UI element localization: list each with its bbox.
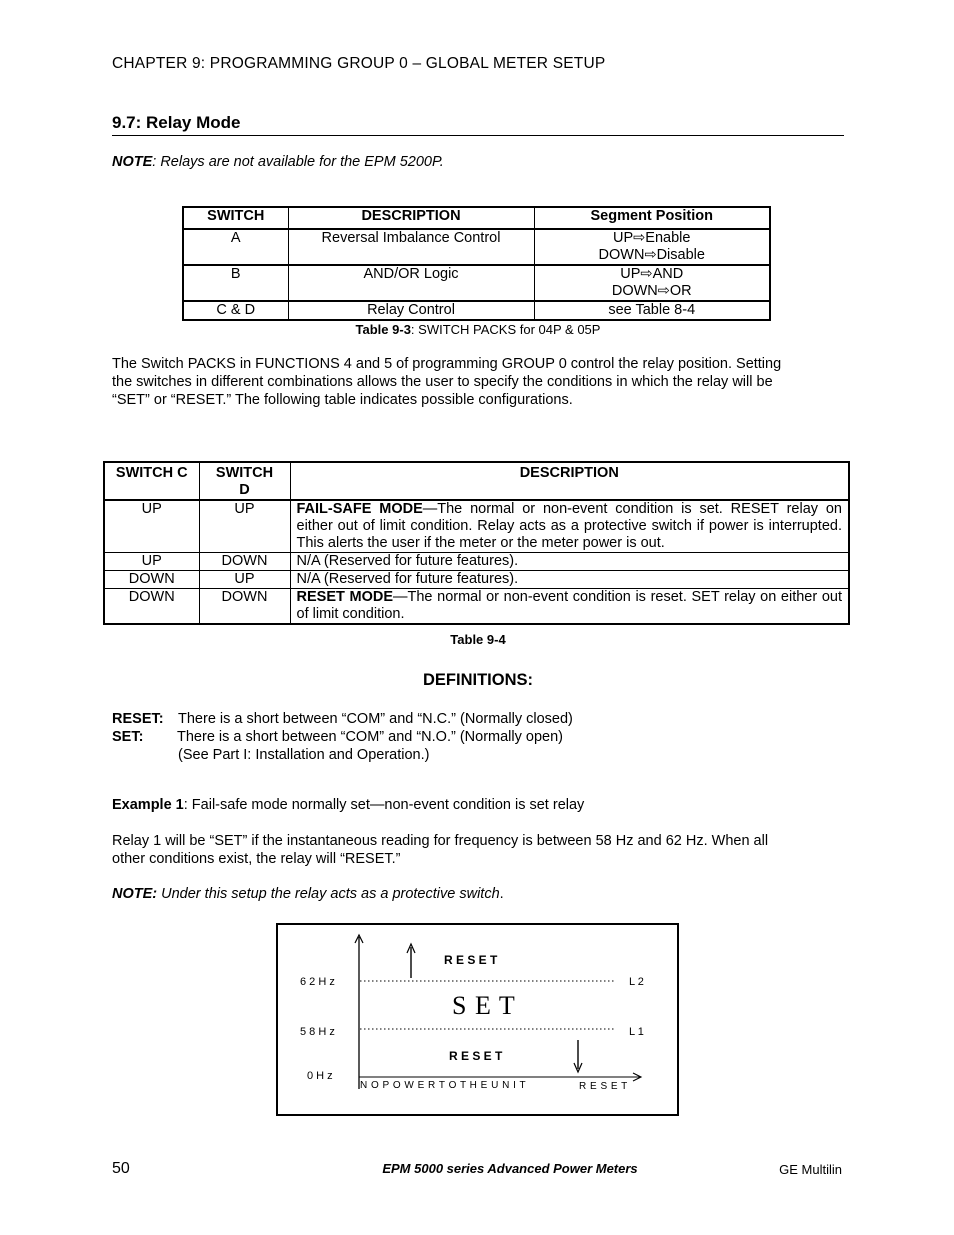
cell-description: Relay Control: [288, 301, 534, 320]
limit-label-l2: L 2: [629, 976, 644, 988]
mode-text: —The normal or non-event condition is set. RESET relay on either out of limit condition. Relay acts as a protective switch if power is interrupted. This alerts the user if the meter or the meter power is out.: [296, 501, 842, 551]
example-label: Example 1: [112, 797, 184, 813]
note-protective: [112, 885, 504, 903]
col-header: Segment Position: [534, 207, 770, 229]
cell-switch-c: DOWN: [104, 571, 199, 589]
reset-middle-label: R E S E T: [449, 1049, 503, 1063]
mode-label: RESET MODE: [296, 589, 393, 605]
position-line: UP⇨AND: [620, 266, 684, 282]
table-header-row: [183, 207, 770, 229]
no-power-label: N O P O W E R T O T H E U N I T: [360, 1080, 527, 1091]
cell-position: [534, 265, 770, 301]
y-label-0hz: 0 H z: [307, 1070, 333, 1082]
table-row: [104, 589, 849, 625]
y-label-58hz: 5 8 H z: [300, 1026, 335, 1038]
reset-bottom-label: R E S E T: [579, 1081, 628, 1092]
position-line: UP⇨Enable: [613, 230, 691, 246]
position-line: DOWN⇨OR: [611, 283, 692, 299]
col-header: SWITCH D: [199, 462, 290, 500]
switch-packs-table: [182, 206, 771, 321]
cell-description: N/A (Reserved for future features).: [290, 571, 849, 589]
mode-text: —The normal or non-event condition is reset. SET relay on either out of limit condition.: [296, 589, 842, 622]
col-header: SWITCH: [183, 207, 288, 229]
table-row: [183, 301, 770, 320]
cell-switch-d: UP: [199, 571, 290, 589]
reset-top-label: R E S E T: [444, 953, 498, 967]
paragraph-line: the switches in different combinations allows the user to specify the conditions in which the relay will be: [112, 374, 773, 390]
set-definition: [112, 728, 143, 746]
example-heading: [112, 796, 584, 814]
cell-switch-c: DOWN: [104, 589, 199, 625]
table-row: [183, 265, 770, 301]
cell-description: [290, 589, 849, 625]
footer-company: GE Multilin: [779, 1162, 842, 1177]
paragraph-line: other conditions exist, the relay will “RESET.”: [112, 851, 401, 867]
footer-title: EPM 5000 series Advanced Power Meters: [382, 1161, 638, 1176]
caption-label: Table 9-3: [355, 322, 411, 337]
cell-switch: C & D: [183, 301, 288, 320]
relay-config-table: [103, 461, 850, 625]
table-header-row: [104, 462, 849, 500]
cell-switch-d: DOWN: [199, 553, 290, 571]
chapter-header: CHAPTER 9: PROGRAMMING GROUP 0 – GLOBAL METER SETUP: [112, 55, 606, 72]
note-end: .: [499, 886, 504, 902]
cell-description: N/A (Reserved for future features).: [290, 553, 849, 571]
note-text: Under this setup the relay acts as a protective switch: [157, 886, 500, 902]
section-rule: [112, 135, 844, 136]
mode-label: FAIL-SAFE MODE: [296, 501, 423, 517]
set-definition-ref: (See Part I: Installation and Operation.): [178, 747, 430, 763]
relay-setpoint-figure: [276, 923, 679, 1116]
note-text: : Relays are not available for the EPM 5200P.: [152, 154, 444, 170]
switch-packs-paragraph: [112, 355, 844, 409]
cell-switch-c: UP: [104, 500, 199, 553]
limit-label-l1: L 1: [629, 1026, 644, 1038]
col-header: DESCRIPTION: [288, 207, 534, 229]
set-definition-text: There is a short between “COM” and “N.O.” (Normally open): [177, 729, 563, 745]
set-label: S E T: [452, 991, 516, 1020]
page-number: 50: [112, 1160, 130, 1177]
paragraph-line: The Switch PACKS in FUNCTIONS 4 and 5 of programming GROUP 0 control the relay position. Setting: [112, 356, 782, 372]
reset-definition: [112, 710, 164, 728]
example-paragraph: [112, 832, 844, 868]
note-label: NOTE:: [112, 886, 158, 902]
table-row: [104, 500, 849, 553]
table-caption: [112, 322, 844, 337]
paragraph-line: “SET” or “RESET.” The following table indicates possible configurations.: [112, 392, 573, 408]
section-title: 9.7: Relay Mode: [112, 113, 241, 132]
y-label-62hz: 6 2 H z: [300, 976, 335, 988]
cell-position: see Table 8-4: [534, 301, 770, 320]
example-text: : Fail-safe mode normally set—non-event condition is set relay: [183, 797, 585, 813]
table-caption: Table 9-4: [450, 632, 506, 647]
cell-description: Reversal Imbalance Control: [288, 229, 534, 265]
cell-description: [290, 500, 849, 553]
table-row: [104, 553, 849, 571]
cell-switch: A: [183, 229, 288, 265]
cell-switch-c: UP: [104, 553, 199, 571]
cell-position: [534, 229, 770, 265]
cell-switch-d: UP: [199, 500, 290, 553]
note-label: NOTE: [112, 154, 153, 170]
reset-label: RESET:: [112, 711, 164, 727]
table-row: [183, 229, 770, 265]
cell-description: AND/OR Logic: [288, 265, 534, 301]
note-relays: [112, 154, 444, 170]
definitions-heading: DEFINITIONS:: [423, 671, 533, 689]
caption-text: : SWITCH PACKS for 04P & 05P: [410, 322, 601, 337]
paragraph-line: Relay 1 will be “SET” if the instantaneous reading for frequency is between 58 Hz and 62 Hz. When all: [112, 833, 769, 849]
col-header: SWITCH C: [104, 462, 199, 500]
reset-definition-text: There is a short between “COM” and “N.C.” (Normally closed): [178, 711, 573, 727]
position-line: DOWN⇨Disable: [598, 247, 705, 263]
table-row: [104, 571, 849, 589]
cell-switch-d: DOWN: [199, 589, 290, 625]
col-header: DESCRIPTION: [290, 462, 849, 500]
cell-switch: B: [183, 265, 288, 301]
set-label: SET:: [112, 729, 144, 745]
